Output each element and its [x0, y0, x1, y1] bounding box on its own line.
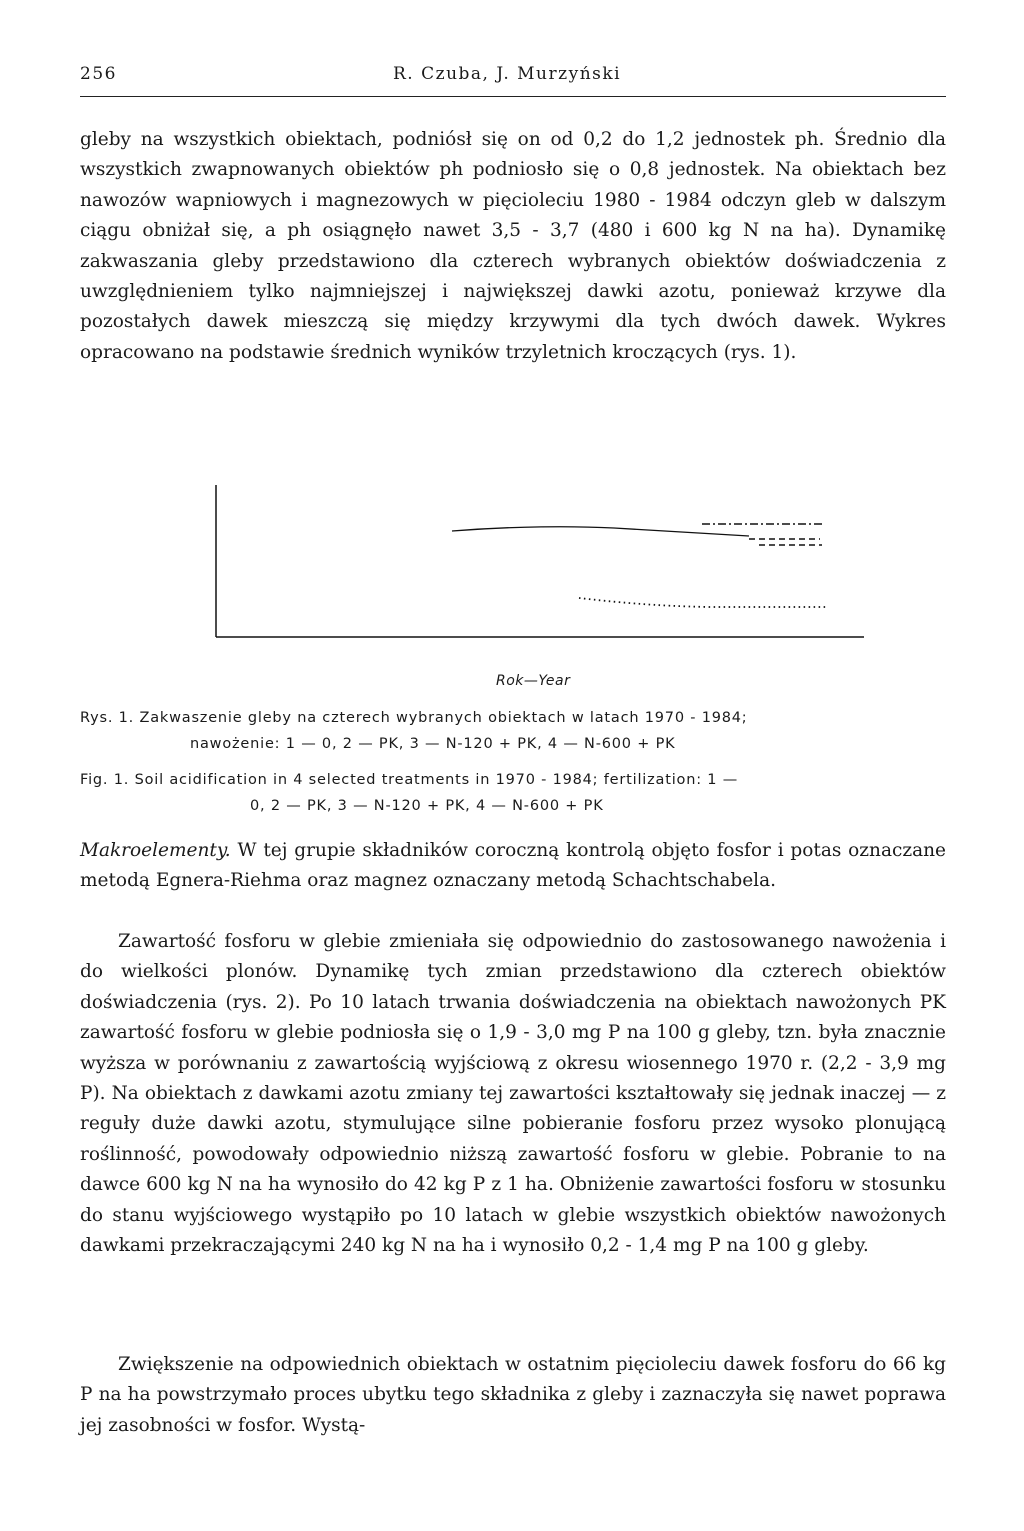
x-axis-label: Rok—Year — [496, 673, 571, 689]
paragraph-ph-dynamics: gleby na wszystkich obiektach, podniósł się on od 0,2 do 1,2 jednostek ph. Średnio dla wszystkich zwapnowanych obiektów ph podniosło się o 0,8 jednostek. Na obiektach bez nawozów wapniowych i magnezowych w pięcioleciu 1980 - 1984 odczyn gleb w dalszym ciągu obniżał się, a ph osiągnęło nawet 3,5 - 3,7 (480 i 600 kg N na ha). Dynamikę zakwaszania gleby przedstawiono dla czterech wybranych obiektów doświadczenia z uwzględnieniem tylko najmniejszej i największej dawki azotu, ponieważ krzywe dla pozostałych dawek mieszczą się między krzywymi dla tych dwóch dawek. Wykres opracowano na podstawie średnich wyników trzyletnich kroczących (rys. 1). — [80, 129, 946, 363]
paragraph-phosphorus-increase: Zwiększenie na odpowiednich obiektach w ostatnim pięcioleciu dawek fosforu do 66 kg P na ha powstrzymało proces ubytku tego składnika z gleby i zaznaczyła się nawet poprawa jej zasobności w fosfor. Wystą- — [80, 1354, 946, 1436]
figure-acidification-plot — [214, 480, 874, 655]
figure-caption-polish — [80, 705, 946, 757]
caption-en-line-2: 0, 2 — PK, 3 — N-120 + PK, 4 — N-600 + PK — [250, 798, 604, 814]
caption-pl-line-2: nawożenie: 1 — 0, 2 — PK, 3 — N-120 + PK, 4 — N-600 + PK — [190, 736, 676, 752]
figure-caption-english — [80, 767, 946, 819]
series-line-solid — [452, 527, 749, 536]
running-header — [80, 64, 944, 90]
paragraph-macroelements-text: W tej grupie składników coroczną kontrolą objęto fosfor i potas oznaczane metodą Egnera-Riehma oraz magnez oznaczany metodą Schachtschabela. — [80, 840, 946, 892]
section-lead-macroelements: Makroelementy. — [80, 840, 231, 861]
running-authors: R. Czuba, J. Murzyński — [393, 64, 622, 84]
page-number: 256 — [80, 64, 117, 84]
caption-en-line-1: Fig. 1. Soil acidification in 4 selected treatments in 1970 - 1984; fertilization: 1 — — [80, 772, 739, 788]
series-line-dotted — [579, 598, 826, 607]
paragraph-phosphorus: Zawartość fosforu w glebie zmieniała się odpowiednio do zastosowanego nawożenia i do wielkości plonów. Dynamikę tych zmian przedstawiono dla czterech obiektów doświadczenia (rys. 2). Po 10 latach trwania doświadczenia na obiektach nawożonych PK zawartość fosforu w glebie podniosła się o 1,9 - 3,0 mg P na 100 g gleby, tzn. była znacznie wyższa w porównaniu z zawartością wyjściową z okresu wiosennego 1970 r. (2,2 - 3,9 mg P). Na obiektach z dawkami azotu zmiany tej zawartości kształtowały się jednak inaczej — z reguły duże dawki azotu, stymulujące silne pobieranie fosforu przez wysoko plonującą roślinność, powodowały odpowiednio niższą zawartość fosforu w glebie. Pobranie to na dawce 600 kg N na ha wynosiło do 42 kg P z 1 ha. Obniżenie zawartości fosforu w stosunku do stanu wyjściowego wystąpiło po 10 latach w glebie wszystkich obiektów nawożonych dawkami przekraczającymi 240 kg N na ha i wynosiło 0,2 - 1,4 mg P na 100 g gleby. — [80, 931, 946, 1257]
caption-pl-line-1: Rys. 1. Zakwaszenie gleby na czterech wybranych obiektach w latach 1970 - 1984; — [80, 710, 748, 726]
paragraph-macroelements — [80, 836, 946, 897]
header-rule — [80, 96, 946, 97]
